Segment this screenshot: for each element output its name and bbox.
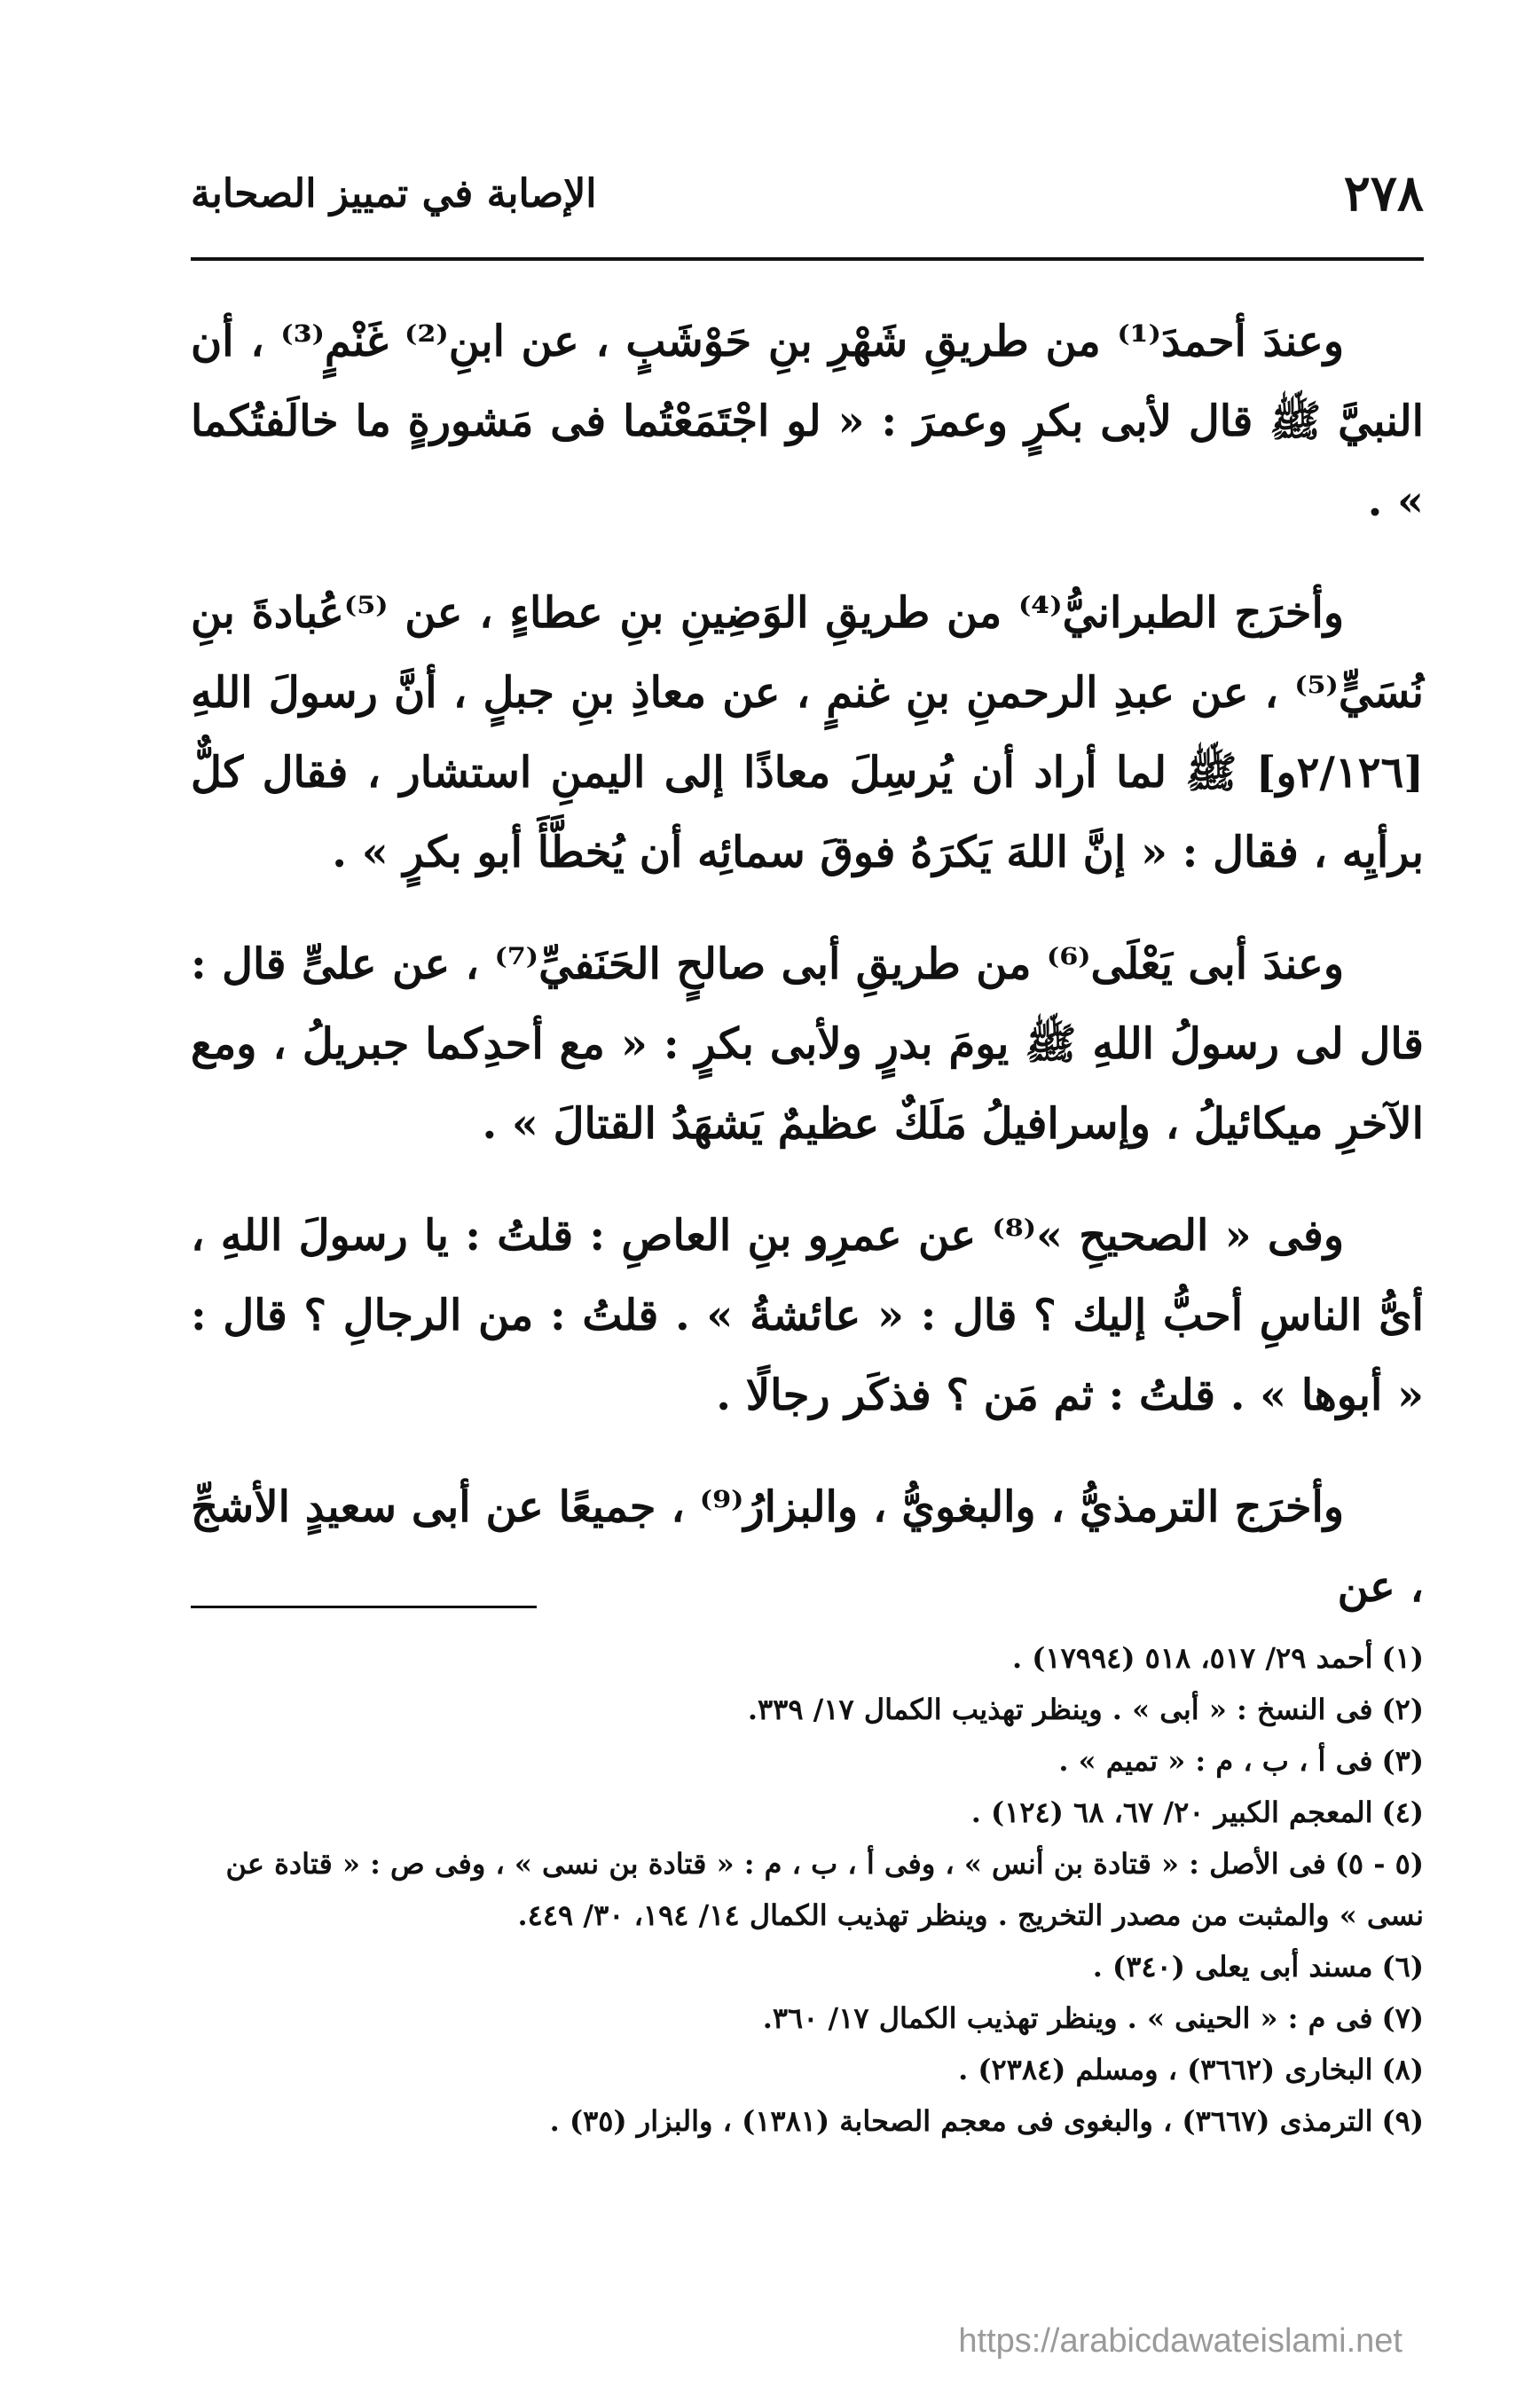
footnote-text: فى أ ، ب ، م : « تميم » . bbox=[1058, 1744, 1373, 1778]
footnote-text: المعجم الكبير ٢٠/ ٦٧، ٦٨ (١٢٤) . bbox=[970, 1795, 1373, 1829]
footnote-number: (٢) bbox=[1381, 1693, 1424, 1726]
watermark: https://arabicdawateislami.net bbox=[958, 2322, 1402, 2360]
paragraph: وعندَ أبى يَعْلَى⁽⁶⁾ من طريقِ أبى صالحٍ الحَنَفيِّ⁽⁷⁾ ، عن علىٍّ قال : قال لى رسولُ اللهِ ﷺ يومَ بدرٍ ولأبى بكرٍ : « مع أحدِكما جبريلُ ، ومع الآخرِ ميكائيلُ ، وإسرافيلُ مَلَكٌ عظيمٌ يَشهَدُ القتالَ » . bbox=[191, 939, 1424, 1149]
footnote bbox=[191, 1941, 1424, 1992]
footnote-text: البخارى (٣٦٦٢) ، ومسلم (٢٣٨٤) . bbox=[958, 2053, 1373, 2086]
page-header bbox=[191, 164, 1424, 235]
footnote-text: مسند أبى يعلى (٣٤٠) . bbox=[1092, 1950, 1373, 1984]
paragraph: وأخرَج الطبرانيُّ⁽⁴⁾ من طريقِ الوَضِينِ بنِ عطاءٍ ، عن ⁽⁵⁾عُبادةَ بنِ نُسَيٍّ⁽⁵⁾ ، عن عبدِ الرحمنِ بنِ غنمٍ ، عن معاذِ بنِ جبلٍ ، أنَّ رسولَ اللهِ [٢/١٢٦و] ﷺ لما أراد أن يُرسِلَ معاذًا إلى اليمنِ استشار ، فقال كلٌّ برأيِه ، فقال : « إنَّ اللهَ يَكرَهُ فوقَ سمائِه أن يُخطَّأَ أبو بكرٍ » . bbox=[191, 588, 1424, 877]
footnote-number: (٣) bbox=[1381, 1744, 1424, 1778]
footnote-number: (٨) bbox=[1381, 2053, 1424, 2086]
footnote-number: (١) bbox=[1381, 1641, 1424, 1675]
footnote-number: (٩) bbox=[1381, 2104, 1424, 2138]
footnote-rule bbox=[191, 1606, 537, 1608]
header-rule bbox=[191, 257, 1424, 261]
footnote-number: (٤) bbox=[1381, 1795, 1424, 1829]
footnote bbox=[191, 2095, 1424, 2147]
page-number: ٢٧٨ bbox=[1343, 164, 1424, 223]
footnote-text: فى م : « الحينى » . وينظر تهذيب الكمال ١٧/ ٣٦٠. bbox=[762, 2001, 1373, 2035]
footnote-text: فى النسخ : « أبى » . وينظر تهذيب الكمال ١٧/ ٣٣٩. bbox=[747, 1693, 1373, 1726]
paragraph: وفى « الصحيحِ »⁽⁸⁾ عن عمرِو بنِ العاصِ : قلتُ : يا رسولَ اللهِ ، أىُّ الناسِ أحبُّ إليك ؟ قال : « عائشةُ » . قلتُ : من الرجالِ ؟ قال : « أبوها » . قلتُ : ثم مَن ؟ فذكَر رجالًا . bbox=[191, 1211, 1425, 1420]
footnote bbox=[191, 1735, 1424, 1787]
footnote bbox=[191, 1787, 1424, 1838]
running-title: الإصابة في تمييز الصحابة bbox=[191, 171, 597, 216]
footnote bbox=[191, 2044, 1424, 2095]
footnote bbox=[191, 1684, 1424, 1735]
main-text bbox=[191, 302, 1424, 1659]
paragraph: وعندَ أحمدَ⁽¹⁾ من طريقِ شَهْرِ بنِ حَوْشَبٍ ، عن ابنِ⁽²⁾ غَنْمٍ⁽³⁾ ، أن النبيَّ ﷺ قال لأبى بكرٍ وعمرَ : « لو اجْتَمَعْتُما فى مَشورةٍ ما خالَفتُكما » . bbox=[191, 317, 1424, 526]
footnote-text: الترمذى (٣٦٦٧) ، والبغوى فى معجم الصحابة (١٣٨١) ، والبزار (٣٥) . bbox=[549, 2104, 1373, 2138]
footnote-number: (٦) bbox=[1381, 1950, 1424, 1984]
footnote-text: أحمد ٢٩/ ٥١٧، ٥١٨ (١٧٩٩٤) . bbox=[1011, 1641, 1373, 1675]
footnote-number: (٧) bbox=[1381, 2001, 1424, 2035]
footnote bbox=[191, 1632, 1424, 1684]
footnote-number: (٥ - ٥) bbox=[1334, 1847, 1424, 1881]
footnote bbox=[191, 1992, 1424, 2044]
paragraph: وأخرَج الترمذيُّ ، والبغويُّ ، والبزارُ⁽⁹⁾ ، جميعًا عن أبى سعيدٍ الأشجِّ ، عن bbox=[191, 1482, 1424, 1612]
footnotes bbox=[191, 1632, 1424, 2147]
footnote-text: فى الأصل : « قتادة بن أنس » ، وفى أ ، ب ، م : « قتادة بن نسى » ، وفى ص : « قتادة عن نسى » والمثبت من مصدر التخريج . وينظر تهذيب الكمال ١٤/ ١٩٤، ٣٠/ ٤٤٩. bbox=[225, 1847, 1424, 1932]
footnote bbox=[191, 1838, 1424, 1941]
